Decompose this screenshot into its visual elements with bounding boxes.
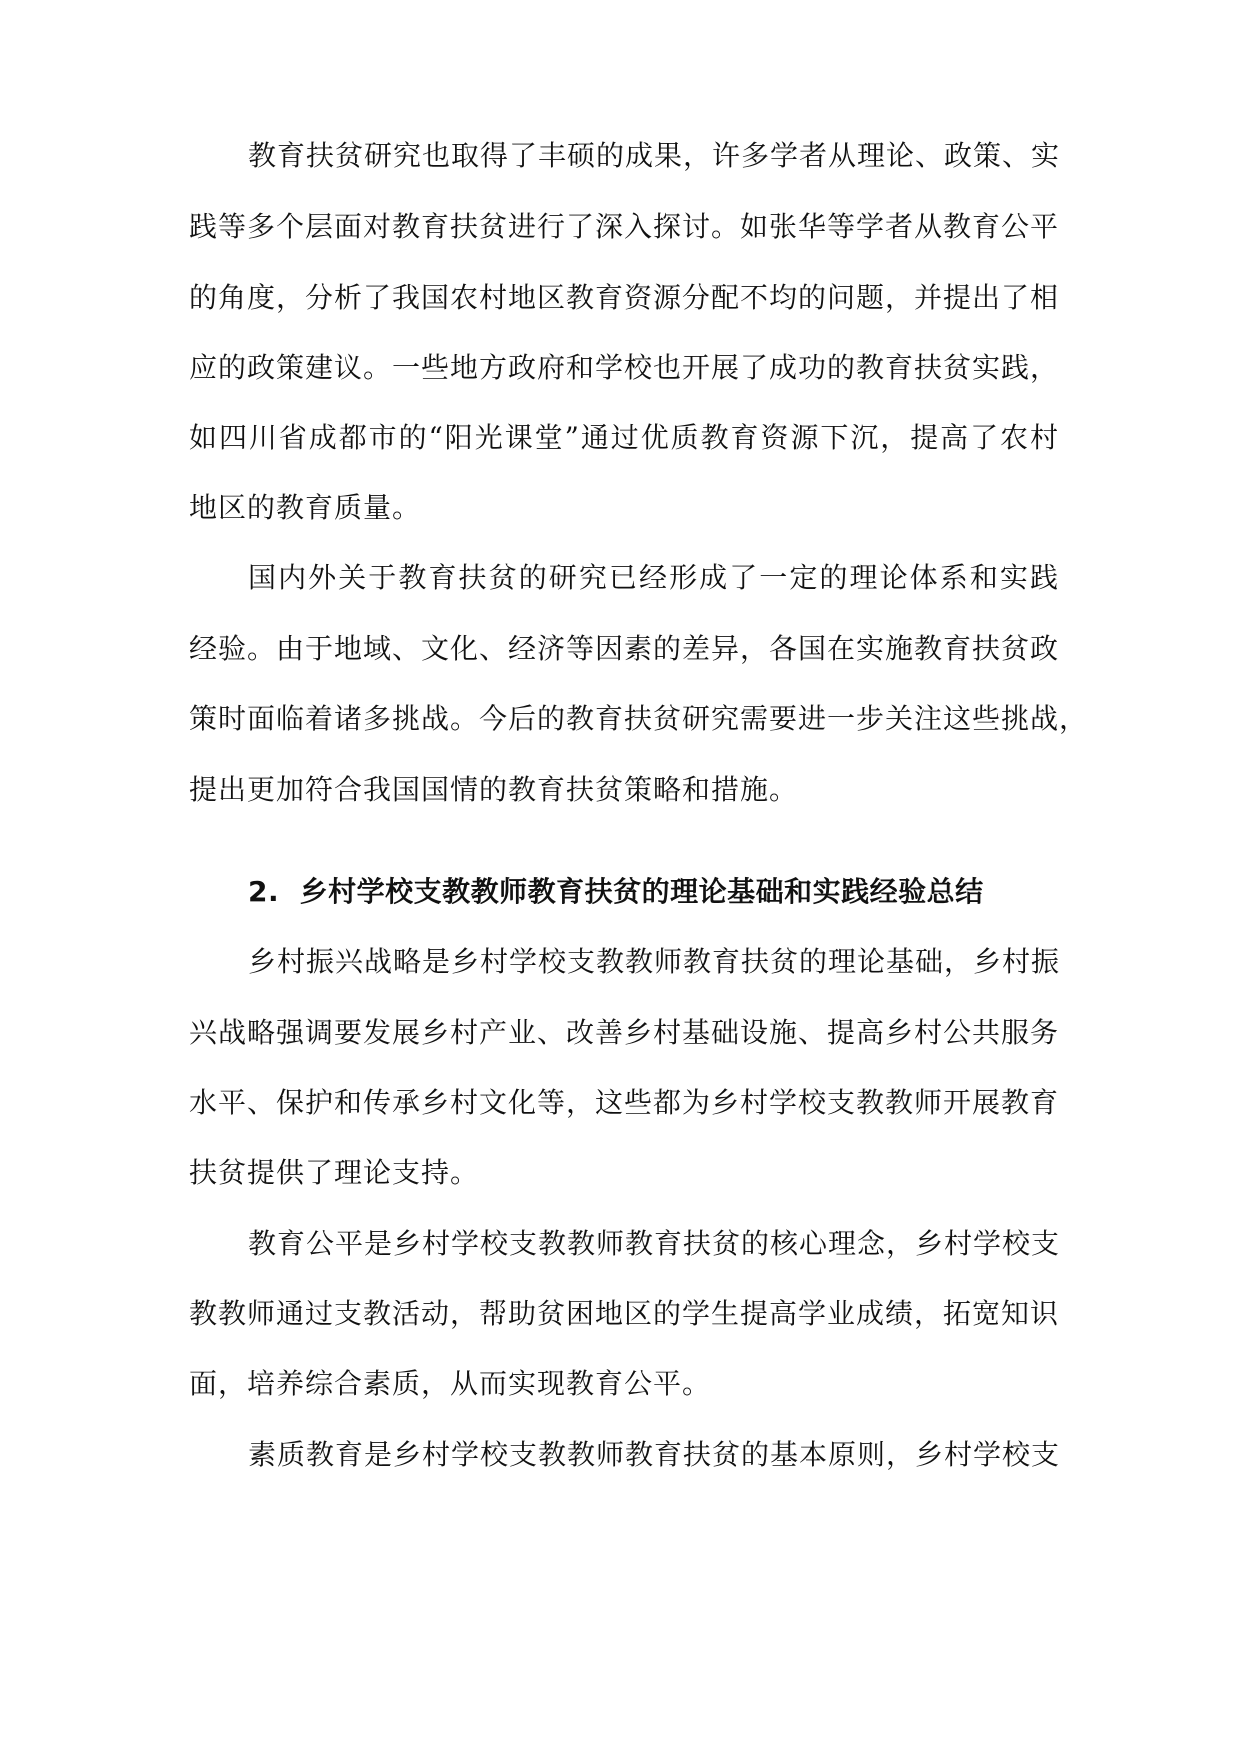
paragraph-2-line-4: 提出更加符合我国国情的教育扶贫策略和措施。 xyxy=(189,773,799,806)
section-heading-number: 2. xyxy=(248,875,280,908)
paragraph-1-line-1: 教育扶贫研究也取得了丰硕的成果，许多学者从理论、政策、实 xyxy=(248,139,1061,172)
paragraph-2-line-3: 策时面临着诸多挑战。今后的教育扶贫研究需要进一步关注这些挑战， xyxy=(189,702,1089,735)
paragraph-5-line-1: 素质教育是乡村学校支教教师教育扶贫的基本原则，乡村学校支 xyxy=(248,1438,1061,1471)
paragraph-1-line-5: 如四川省成都市的“阳光课堂”通过优质教育资源下沉，提高了农村 xyxy=(189,421,1059,454)
paragraph-4-line-2: 教教师通过支教活动，帮助贫困地区的学生提高学业成绩，拓宽知识 xyxy=(189,1297,1060,1330)
paragraph-3-line-1: 乡村振兴战略是乡村学校支教教师教育扶贫的理论基础，乡村振 xyxy=(248,945,1061,978)
paragraph-3-line-4: 扶贫提供了理论支持。 xyxy=(189,1156,480,1189)
paragraph-2-line-2: 经验。由于地域、文化、经济等因素的差异，各国在实施教育扶贫政 xyxy=(189,632,1060,665)
paragraph-1-line-2: 践等多个层面对教育扶贫进行了深入探讨。如张华等学者从教育公平 xyxy=(189,210,1060,243)
paragraph-4-line-3: 面，培养综合素质，从而实现教育公平。 xyxy=(189,1367,712,1400)
paragraph-3-line-3: 水平、保护和传承乡村文化等，这些都为乡村学校支教教师开展教育 xyxy=(189,1086,1060,1119)
paragraph-1-line-6: 地区的教育质量。 xyxy=(189,491,422,524)
paragraph-1-line-3: 的角度，分析了我国农村地区教育资源分配不均的问题，并提出了相 xyxy=(189,281,1060,314)
paragraph-4-line-1: 教育公平是乡村学校支教教师教育扶贫的核心理念，乡村学校支 xyxy=(248,1227,1061,1260)
paragraph-2-line-1: 国内外关于教育扶贫的研究已经形成了一定的理论体系和实践 xyxy=(248,561,1059,594)
paragraph-3-line-2: 兴战略强调要发展乡村产业、改善乡村基础设施、提高乡村公共服务 xyxy=(189,1016,1060,1049)
section-heading xyxy=(248,854,1059,930)
paragraph-1-line-4: 应的政策建议。一些地方政府和学校也开展了成功的教育扶贫实践， xyxy=(189,351,1060,384)
section-heading-title: 乡村学校支教教师教育扶贫的理论基础和实践经验总结 xyxy=(299,875,984,908)
